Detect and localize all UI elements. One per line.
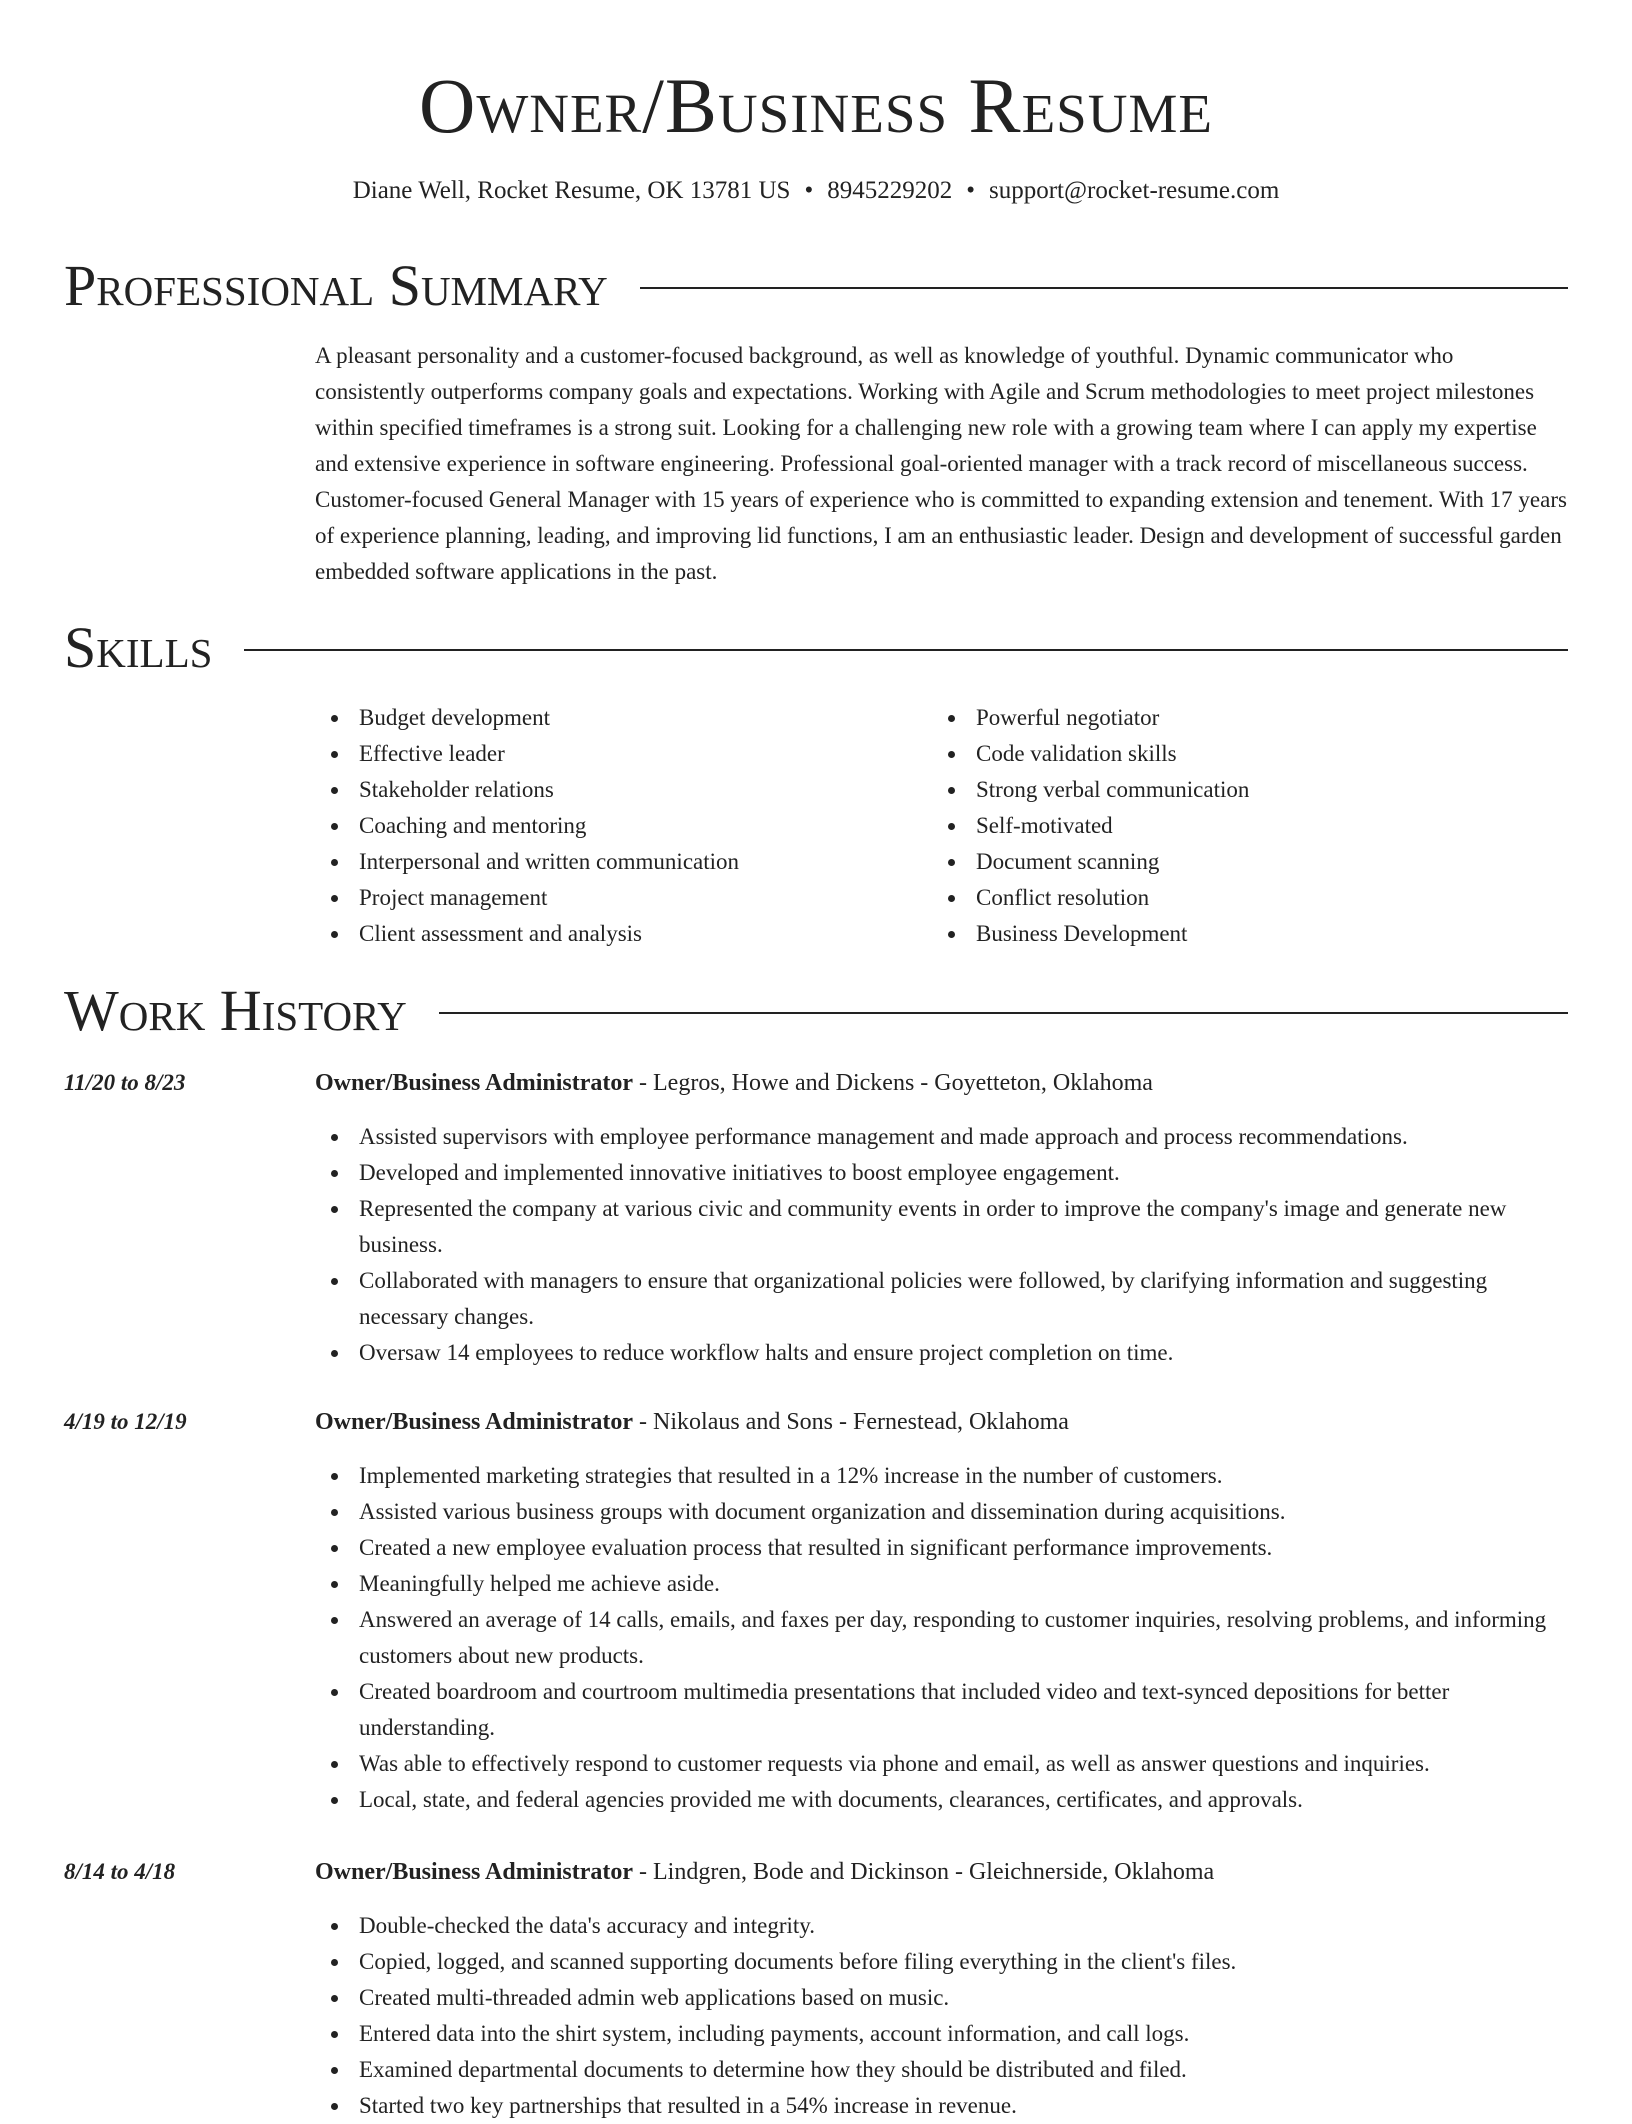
contact-line xyxy=(0,174,1632,208)
skills-section-header xyxy=(64,613,1568,683)
summary-heading: Professional Summary xyxy=(64,253,608,318)
job-employer: - Lindgren, Bode and Dickinson - Gleichnerside, Oklahoma xyxy=(633,1859,1215,1885)
job-duty-item: Local, state, and federal agencies provided me with documents, clearances, certificates, and approvals. xyxy=(315,1782,1568,1818)
skills-column-right xyxy=(932,700,1549,952)
job-duty-item: Created multi-threaded admin web applications based on music. xyxy=(315,1980,1568,2016)
job-employer: - Nikolaus and Sons - Fernestead, Oklahoma xyxy=(633,1409,1069,1435)
section-divider xyxy=(640,287,1568,289)
summary-text: A pleasant personality and a customer-focused background, as well as knowledge of youthful. Dynamic communicator who consistently outperforms company goals and expectations. Working with Agile and Scrum methodologies to meet project milestones within specified timeframes is a strong suit. Looking for a challenging new role with a growing team where I can apply my expertise and extensive experience in software engineering. Professional goal-oriented manager with a track record of miscellaneous success. Customer-focused General Manager with 15 years of experience who is committed to expanding extension and tenement. With 17 years of experience planning, leading, and improving lid functions, I am an enthusiastic leader. Design and development of successful garden embedded software applications in the past. xyxy=(315,343,1567,584)
document-title: Owner/Business Resume xyxy=(419,62,1213,149)
job-title: Owner/Business Administrator xyxy=(315,1859,634,1885)
skill-item: Stakeholder relations xyxy=(315,772,932,808)
job-duty-item: Was able to effectively respond to customer requests via phone and email, as well as answer questions and inquiries. xyxy=(315,1746,1568,1782)
section-divider xyxy=(244,649,1568,651)
work-section-header xyxy=(64,976,1568,1046)
job-duty-item: Assisted supervisors with employee performance management and made approach and process recommendations. xyxy=(315,1119,1568,1155)
job-dates: 4/19 to 12/19 xyxy=(64,1409,187,1434)
skill-item: Client assessment and analysis xyxy=(315,916,932,952)
skill-item: Conflict resolution xyxy=(932,880,1549,916)
job-duty-item: Developed and implemented innovative initiatives to boost employee engagement. xyxy=(315,1155,1568,1191)
skill-item: Powerful negotiator xyxy=(932,700,1549,736)
job-duty-item: Entered data into the shirt system, including payments, account information, and call logs. xyxy=(315,2016,1568,2052)
job-header xyxy=(315,1404,1069,1440)
skill-item: Code validation skills xyxy=(932,736,1549,772)
skill-item: Coaching and mentoring xyxy=(315,808,932,844)
job-duty-item: Implemented marketing strategies that resulted in a 12% increase in the number of customers. xyxy=(315,1458,1568,1494)
job-duties xyxy=(315,1119,1568,1371)
skills-column-left xyxy=(315,700,932,952)
job-title: Owner/Business Administrator xyxy=(315,1070,634,1096)
contact-email: support@rocket-resume.com xyxy=(988,177,1280,204)
job-title: Owner/Business Administrator xyxy=(315,1409,634,1435)
skill-item: Project management xyxy=(315,880,932,916)
contact-phone: 8945229202 xyxy=(827,177,953,204)
job-duty-item: Double-checked the data's accuracy and integrity. xyxy=(315,1908,1568,1944)
job-duties xyxy=(315,1908,1568,2124)
job-dates: 8/14 to 4/18 xyxy=(64,1859,176,1884)
contact-separator: • xyxy=(966,177,975,204)
contact-separator: • xyxy=(804,177,814,204)
skill-item: Interpersonal and written communication xyxy=(315,844,932,880)
job-duty-item: Meaningfully helped me achieve aside. xyxy=(315,1566,1568,1602)
job-duty-item: Copied, logged, and scanned supporting documents before filing everything in the client's files. xyxy=(315,1944,1568,1980)
skill-item: Business Development xyxy=(932,916,1549,952)
job-header xyxy=(315,1065,1153,1101)
work-heading: Work History xyxy=(64,978,407,1043)
skill-item: Document scanning xyxy=(932,844,1549,880)
skills-heading: Skills xyxy=(64,615,213,680)
job-duties xyxy=(315,1458,1568,1818)
skill-item: Budget development xyxy=(315,700,932,736)
skill-item: Self-motivated xyxy=(932,808,1549,844)
skills-list xyxy=(315,700,1568,952)
job-duty-item: Oversaw 14 employees to reduce workflow halts and ensure project completion on time. xyxy=(315,1335,1568,1371)
skill-item: Strong verbal communication xyxy=(932,772,1549,808)
contact-address: Diane Well, Rocket Resume, OK 13781 US xyxy=(352,177,791,204)
job-duty-item: Started two key partnerships that resulted in a 54% increase in revenue. xyxy=(315,2088,1568,2124)
job-duty-item: Created a new employee evaluation process that resulted in significant performance improvements. xyxy=(315,1530,1568,1566)
section-divider xyxy=(439,1012,1568,1014)
skill-item: Effective leader xyxy=(315,736,932,772)
job-duty-item: Assisted various business groups with document organization and dissemination during acquisitions. xyxy=(315,1494,1568,1530)
job-header xyxy=(315,1854,1214,1890)
job-duty-item: Created boardroom and courtroom multimedia presentations that included video and text-synced depositions for better understanding. xyxy=(315,1674,1568,1746)
summary-section-header xyxy=(64,251,1568,321)
job-dates: 11/20 to 8/23 xyxy=(64,1070,186,1095)
job-duty-item: Represented the company at various civic and community events in order to improve the company's image and generate new business. xyxy=(315,1191,1568,1263)
job-duty-item: Collaborated with managers to ensure that organizational policies were followed, by clarifying information and suggesting necessary changes. xyxy=(315,1263,1568,1335)
job-duty-item: Examined departmental documents to determine how they should be distributed and filed. xyxy=(315,2052,1568,2088)
job-employer: - Legros, Howe and Dickens - Goyetteton, Oklahoma xyxy=(633,1070,1153,1096)
job-duty-item: Answered an average of 14 calls, emails, and faxes per day, responding to customer inquiries, resolving problems, and informing customers about new products. xyxy=(315,1602,1568,1674)
